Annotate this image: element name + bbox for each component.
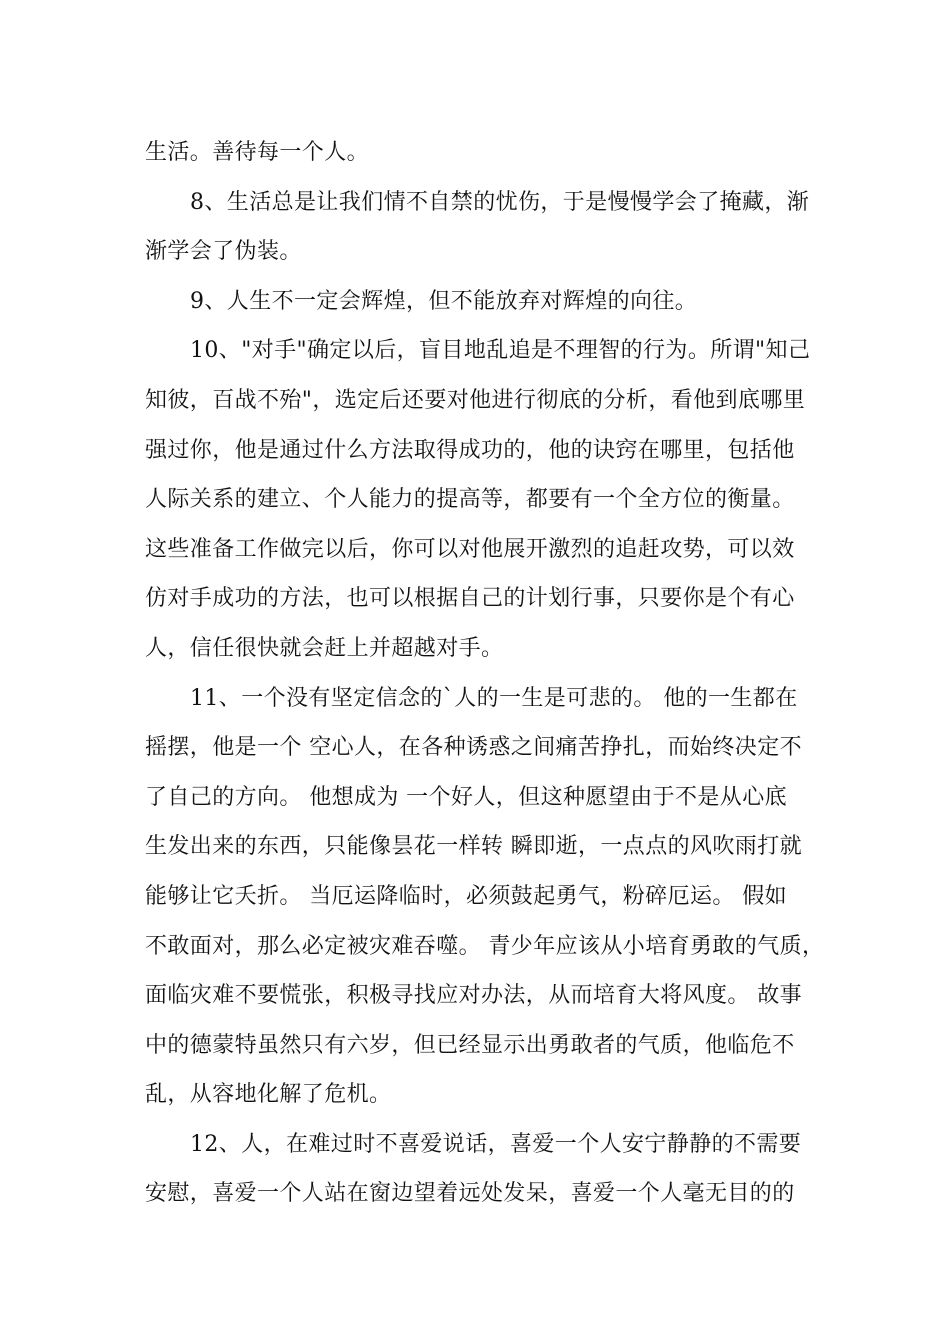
text-line: 能够让它夭折。 当厄运降临时，必须鼓起勇气，粉碎厄运。 假如 [145,883,787,909]
text-line: 知彼，百战不殆"，选定后还要对他进行彻底的分析，看他到底哪里 [145,387,806,413]
text-line: 人，信任很快就会赶上并超越对手。 [145,635,504,661]
text-line: 仿对手成功的方法，也可以根据自己的计划行事，只要你是个有心 [145,586,795,612]
text-line: 摇摆，他是一个 空心人，在各种诱惑之间痛苦挣扎，而始终决定不 [145,735,802,761]
text-line: 不敢面对，那么必定被灾难吞噬。 青少年应该从小培育勇敢的气质， [145,933,825,959]
text-line: 生活。善待每一个人。 [145,140,370,165]
document-body [145,128,825,1219]
text-line: 面临灾难不要慌张，积极寻找应对办法，从而培育大将风度。 故事 [145,983,802,1009]
paragraph-11-line: 11、一个没有坚定信念的`人的一生是可悲的。 他的一生都在 [190,685,798,711]
text-line: 人际关系的建立、个人能力的提高等，都要有一个全方位的衡量。 [145,487,795,513]
text-line: 强过你，他是通过什么方法取得成功的，他的诀窍在哪里，包括他 [145,437,795,463]
text-line: 这些准备工作做完以后，你可以对他展开激烈的追赶攻势，可以效 [145,536,795,562]
text-line: 渐学会了伪装。 [145,239,302,265]
text-line: 安慰，喜爱一个人站在窗边望着远处发呆，喜爱一个人毫无目的的 [145,1181,795,1207]
text-line: 乱，从容地化解了危机。 [145,1082,392,1108]
paragraph-8-line: 8、生活总是让我们情不自禁的忧伤，于是慢慢学会了掩藏，渐 [190,189,810,215]
text-line: 生发出来的东西，只能像昙花一样转 瞬即逝，一点点的风吹雨打就 [145,834,802,860]
text-line: 中的德蒙特虽然只有六岁，但已经显示出勇敢者的气质，他临危不 [145,1032,795,1058]
paragraph-10-line: 10、"对手"确定以后，盲目地乱追是不理智的行为。所谓"知己 [190,338,811,364]
paragraph-12-line: 12、人，在难过时不喜爱说话，喜爱一个人安宁静静的不需要 [190,1131,802,1157]
text-line: 了自己的方向。 他想成为 一个好人，但这种愿望由于不是从心底 [145,784,787,810]
paragraph-9-line: 9、人生不一定会辉煌，但不能放弃对辉煌的向往。 [190,288,698,314]
